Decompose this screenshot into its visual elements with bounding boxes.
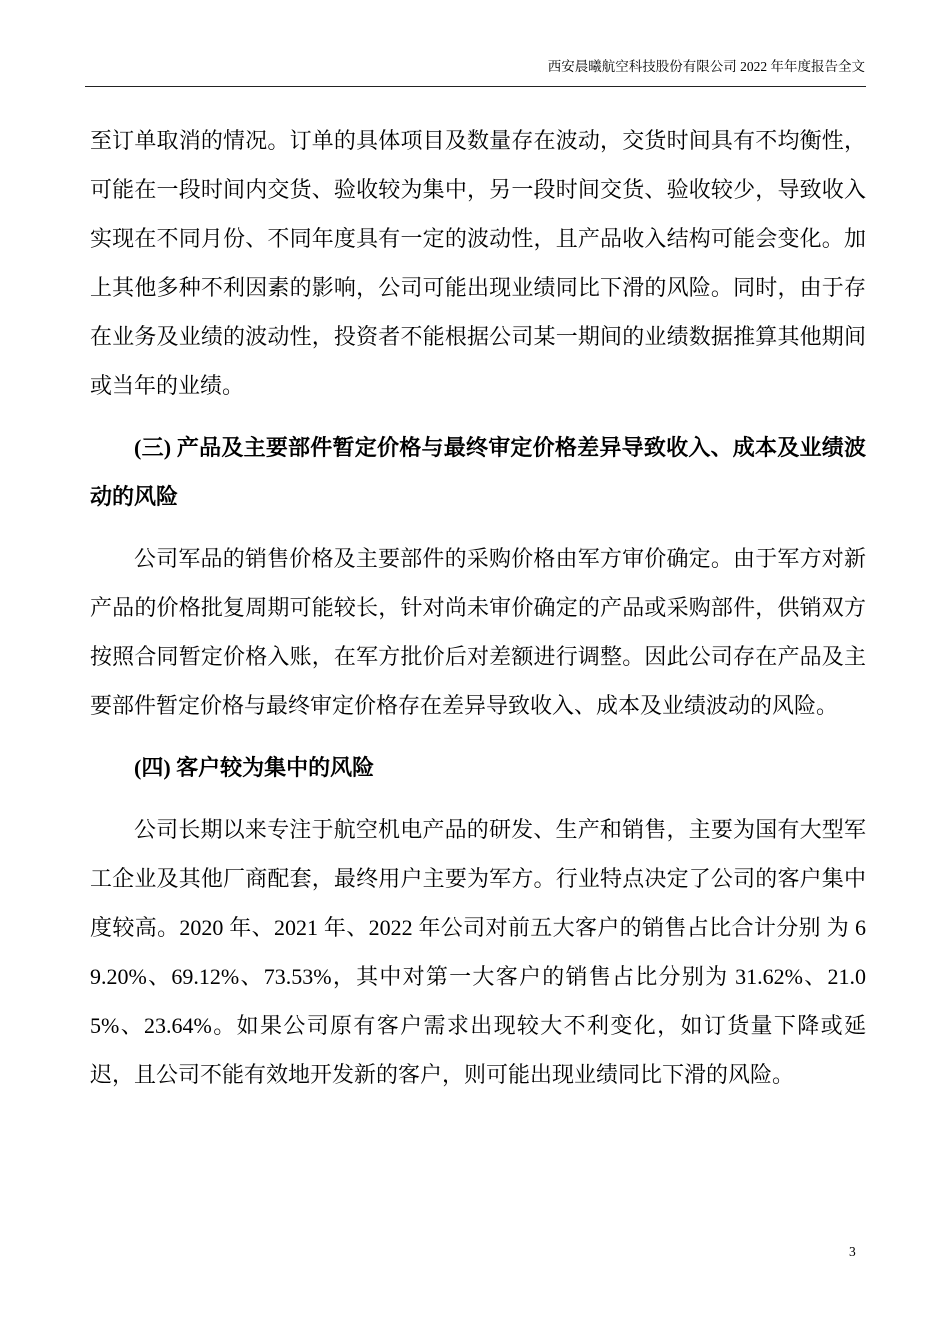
header-divider	[85, 86, 866, 87]
paragraph: 公司军品的销售价格及主要部件的采购价格由军方审价确定。由于军方对新产品的价格批复周期可能较长，针对尚未审价确定的产品或采购部件，供销双方按照合同暂定价格入账，在军方批价后对差额进行调整。因此公司存在产品及主要部件暂定价格与最终审定价格存在差异导致收入、成本及业绩波动的风险。	[90, 546, 866, 718]
section-heading: (三) 产品及主要部件暂定价格与最终审定价格差异导致收入、成本及业绩波动的风险	[90, 435, 866, 509]
page-number: 3	[849, 1244, 856, 1259]
paragraph: 至订单取消的情况。订单的具体项目及数量存在波动，交货时间具有不均衡性，可能在一段时间内交货、验收较为集中，另一段时间交货、验收较少，导致收入实现在不同月份、不同年度具有一定的波动性，且产品收入结构可能会变化。加上其他多种不利因素的影响，公司可能出现业绩同比下滑的风险。同时，由于存在业务及业绩的波动性，投资者不能根据公司某一期间的业绩数据推算其他期间或当年的业绩。	[90, 128, 866, 398]
header-title: 西安晨曦航空科技股份有限公司 2022 年年度报告全文	[547, 59, 865, 74]
document-header	[85, 58, 865, 76]
section-heading: (四) 客户较为集中的风险	[134, 755, 375, 780]
document-body	[90, 116, 866, 1112]
paragraph: 公司长期以来专注于航空机电产品的研发、生产和销售，主要为国有大型军工企业及其他厂商配套，最终用户主要为军方。行业特点决定了公司的客户集中度较高。2020 年、2021 年、2022 年公司对前五大客户的销售占比合计分别 为 69.20%、69.12%、73.53%，其中对第一大客户的销售占比分别为 31.62%、21.05%、23.64%。如果公司原有客户需求出现较大不利变化，如订货量下降或延迟，且公司不能有效地开发新的客户，则可能出现业绩同比下滑的风险。	[90, 817, 866, 1087]
